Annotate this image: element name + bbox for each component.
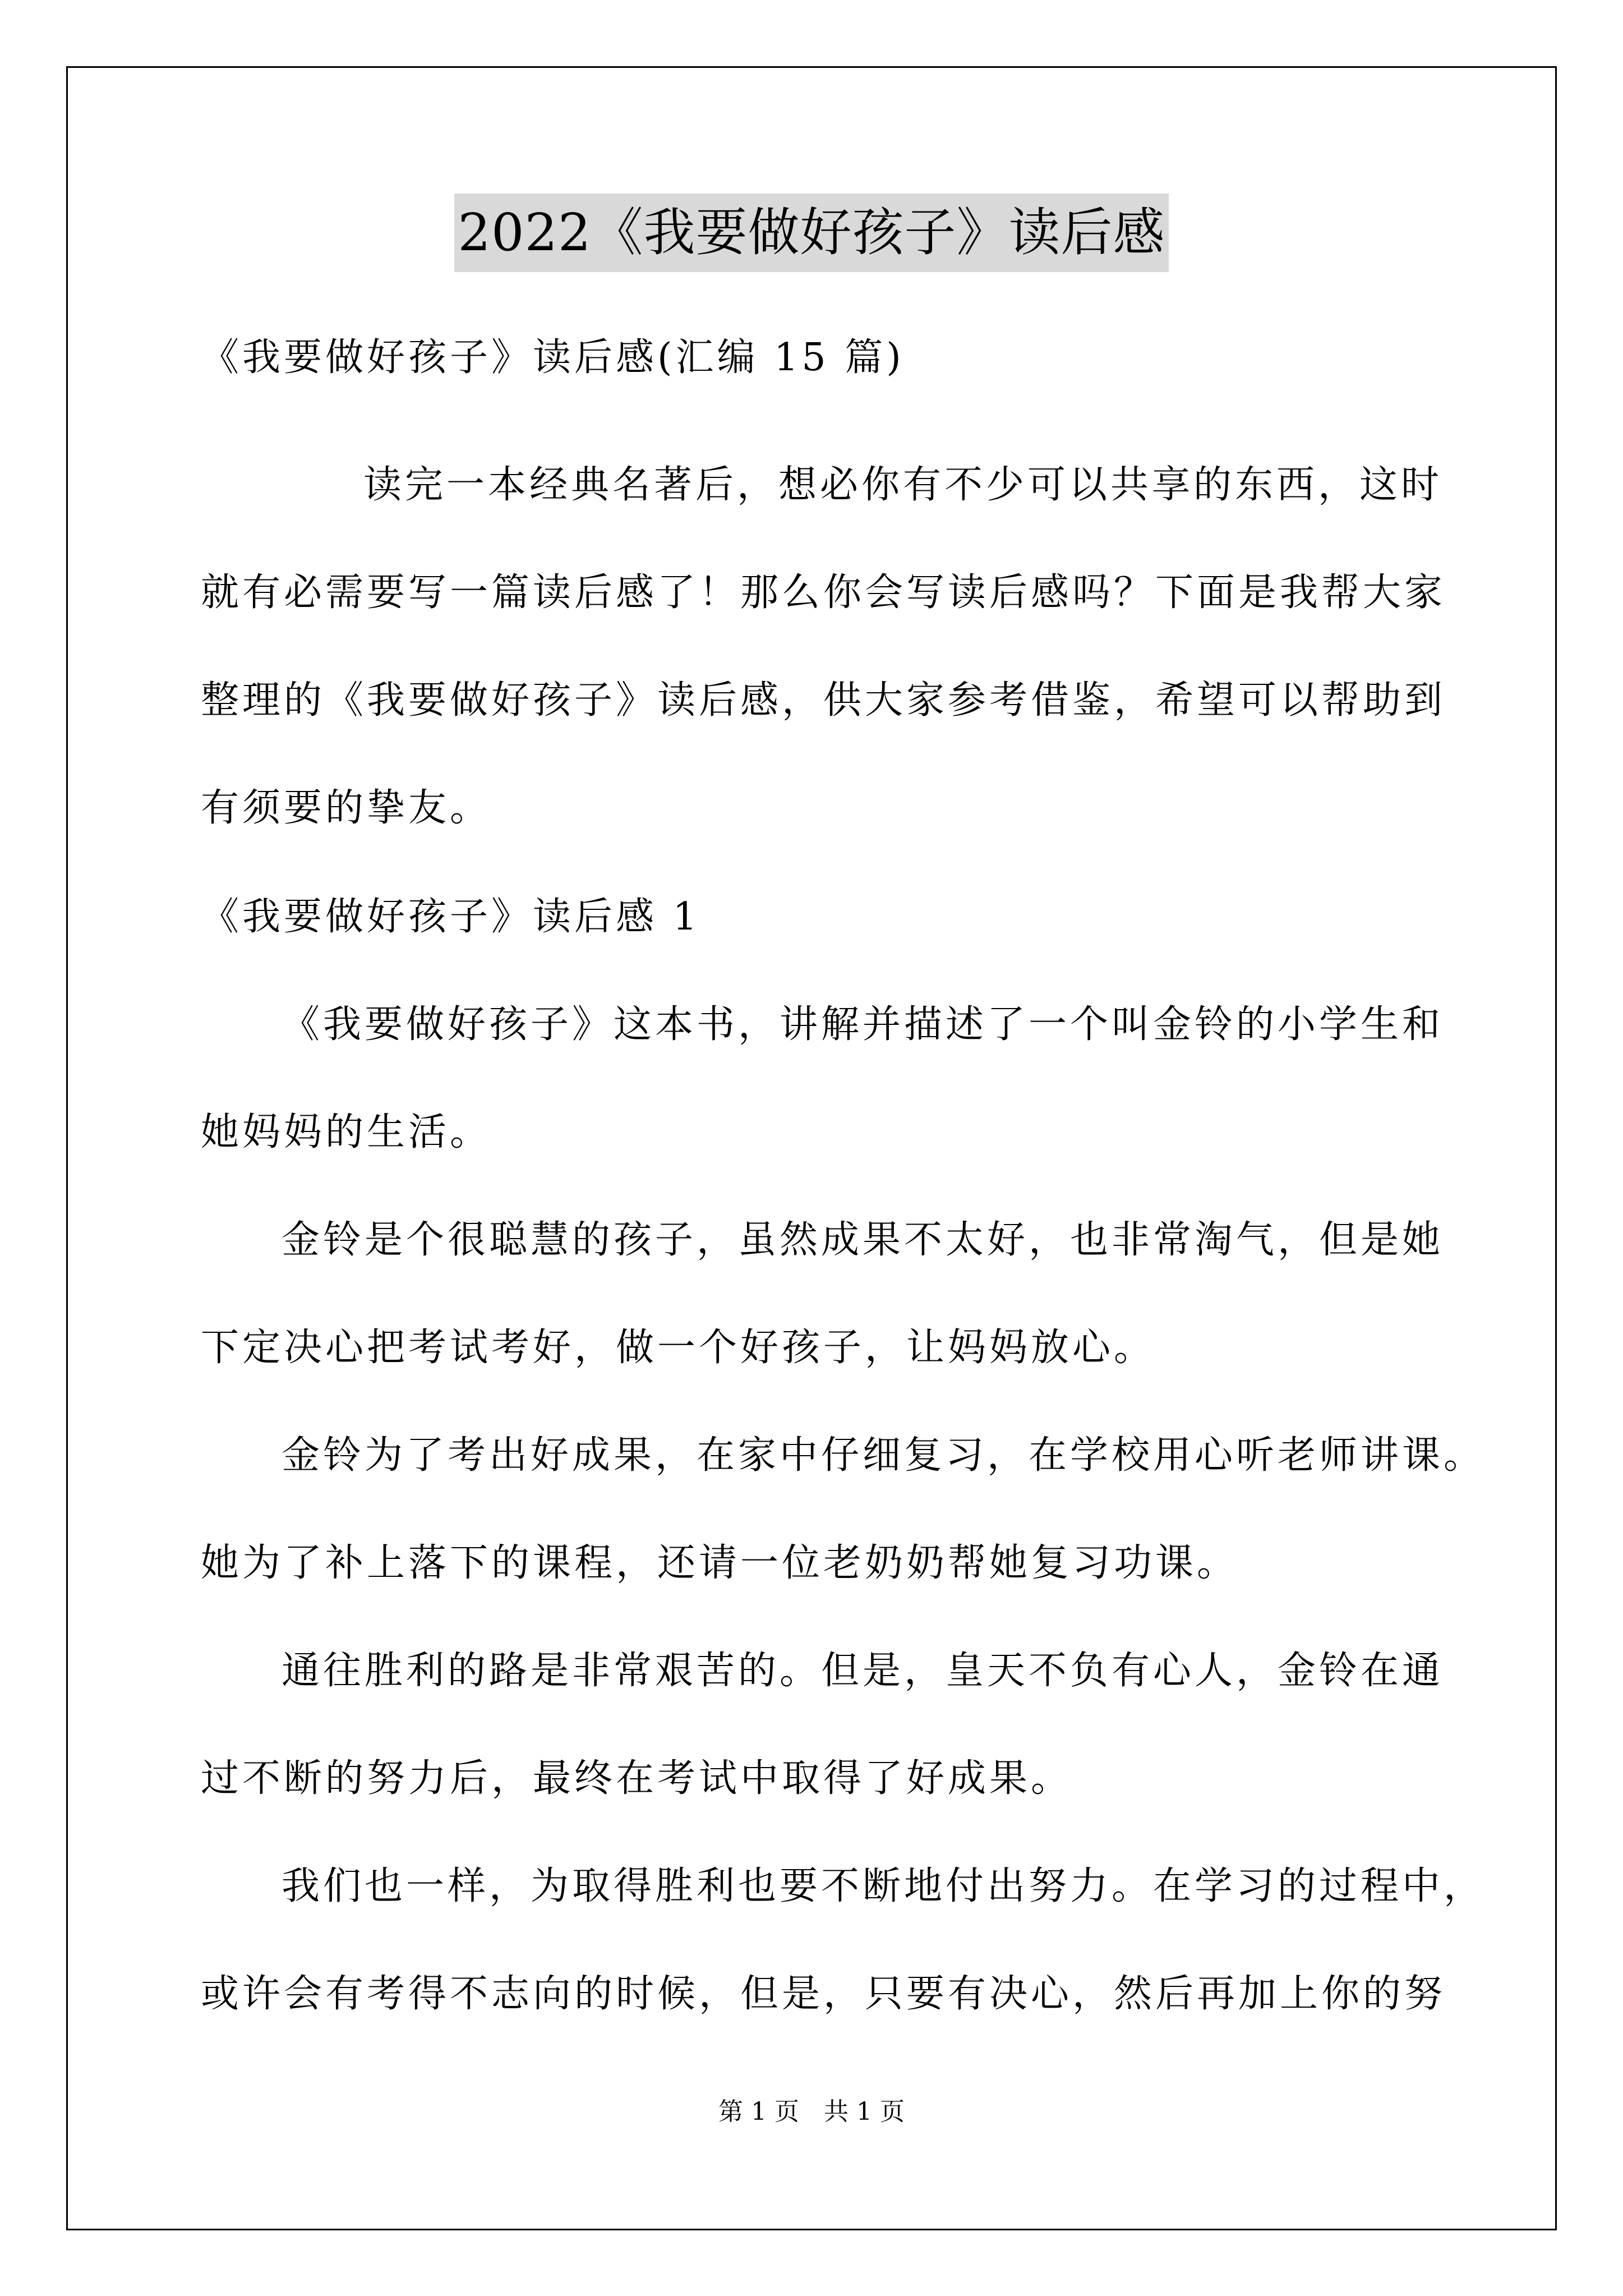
- intro-paragraph-line: 就有必需要写一篇读后感了！那么你会写读后感吗？下面是我帮大家: [201, 570, 1446, 615]
- page-footer: 第 1 页 共 1 页: [718, 2097, 905, 2126]
- intro-paragraph-line: 有须要的挚友。: [201, 786, 492, 830]
- body-paragraph-line: 她妈妈的生活。: [201, 1110, 492, 1154]
- body-paragraph-line: 金铃是个很聪慧的孩子，虽然成果不太好，也非常淘气，但是她: [282, 1218, 1444, 1262]
- body-paragraph-line: 或许会有考得不志向的时候，但是，只要有决心，然后再加上你的努: [201, 1972, 1446, 2016]
- body-paragraph-line: 过不断的努力后，最终在考试中取得了好成果。: [201, 1756, 1073, 1801]
- intro-paragraph-line: 读完一本经典名著后，想必你有不少可以共享的东西，这时: [363, 463, 1443, 507]
- body-paragraph-line: 我们也一样，为取得胜利也要不断地付出努力。在学习的过程中，: [282, 1864, 1486, 1908]
- document-subtitle: 《我要做好孩子》读后感(汇编 15 篇): [201, 335, 905, 380]
- body-paragraph-line: 她为了补上落下的课程，还请一位老奶奶帮她复习功课。: [201, 1541, 1239, 1585]
- section-heading: 《我要做好孩子》读后感 1: [201, 895, 700, 939]
- body-paragraph-line: 下定决心把考试考好，做一个好孩子，让妈妈放心。: [201, 1326, 1156, 1370]
- title-container: [0, 194, 1623, 272]
- document-title: 2022《我要做好孩子》读后感: [454, 194, 1168, 272]
- body-paragraph-line: 《我要做好孩子》这本书，讲解并描述了一个叫金铃的小学生和: [282, 1002, 1444, 1047]
- body-paragraph-line: 金铃为了考出好成果，在家中仔细复习，在学校用心听老师讲课。: [282, 1433, 1486, 1478]
- body-paragraph-line: 通往胜利的路是非常艰苦的。但是，皇天不负有心人，金铃在通: [282, 1649, 1444, 1693]
- intro-paragraph-line: 整理的《我要做好孩子》读后感，供大家参考借鉴，希望可以帮助到: [201, 678, 1446, 723]
